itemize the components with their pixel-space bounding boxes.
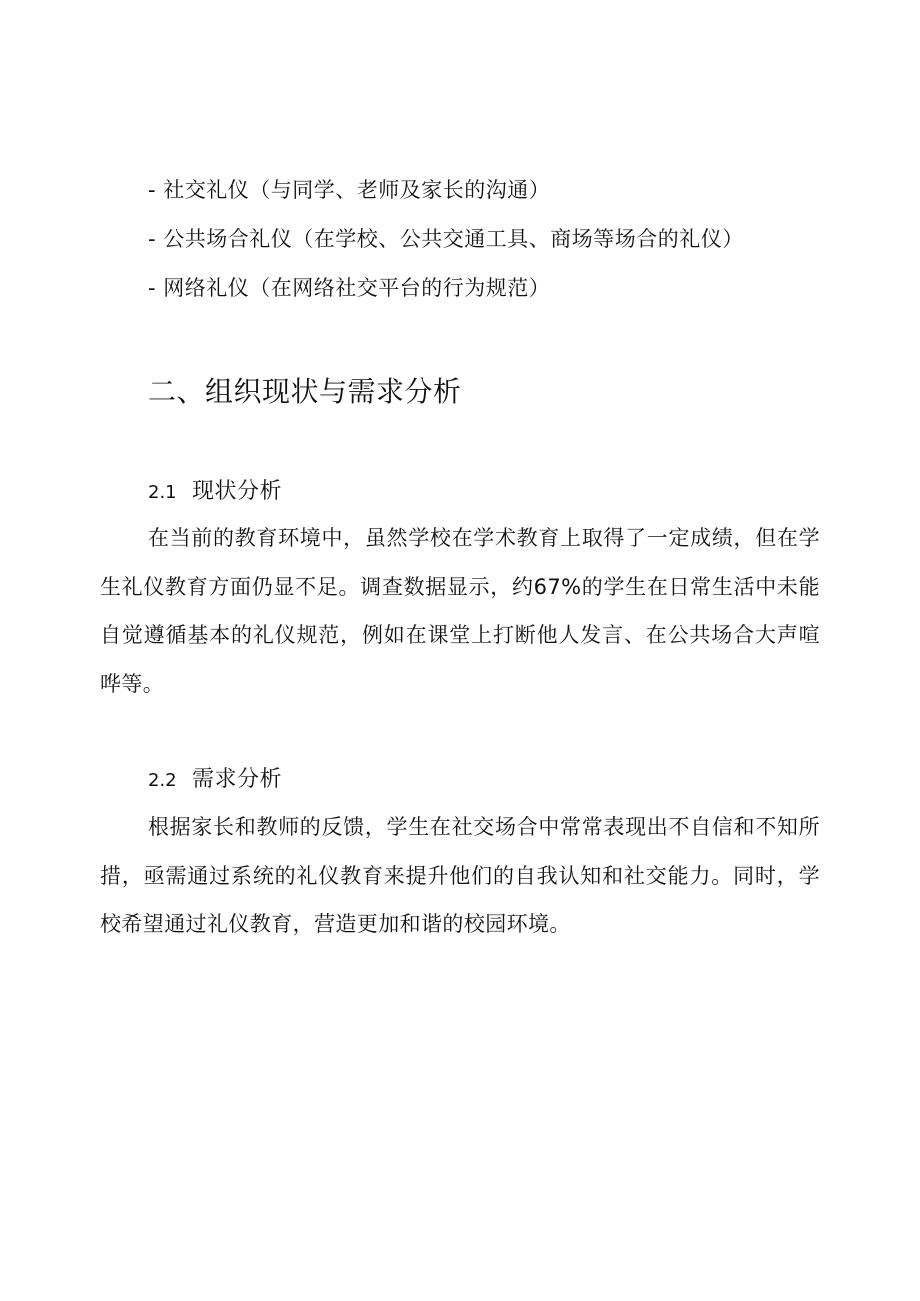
bullet-public-etiquette: - 公共场合礼仪（在学校、公共交通工具、商场等场合的礼仪）	[148, 227, 744, 251]
subsection-2-1-paragraph: 在当前的教育环境中，虽然学校在学术教育上取得了一定成绩，但在学生礼仪教育方面仍显不足。调查数据显示，约67%的学生在日常生活中未能自觉遵循基本的礼仪规范，例如在课堂上打断他人发言、在公共场合大声喧哗等。	[100, 526, 820, 696]
bullet-online-etiquette: - 网络礼仪（在网络社交平台的行为规范）	[148, 276, 551, 300]
subsection-2-1-title: 现状分析	[192, 479, 283, 504]
subsection-2-2-title: 需求分析	[192, 767, 283, 792]
subsection-2-2-paragraph: 根据家长和教师的反馈，学生在社交场合中常常表现出不自信和不知所措，亟需通过系统的礼仪教育来提升他们的自我认知和社交能力。同时，学校希望通过礼仪教育，营造更加和谐的校园环境。	[100, 815, 820, 936]
subsection-2-2-heading	[148, 758, 282, 801]
section-2-heading: 二、组织现状与需求分析	[148, 375, 462, 408]
bullet-social-etiquette: - 社交礼仪（与同学、老师及家长的沟通）	[148, 178, 551, 202]
subsection-2-2-number: 2.2	[148, 770, 177, 791]
etiquette-bullet-list	[148, 170, 848, 317]
subsection-2-1-number: 2.1	[148, 482, 177, 503]
subsection-2-1-heading	[148, 470, 282, 513]
